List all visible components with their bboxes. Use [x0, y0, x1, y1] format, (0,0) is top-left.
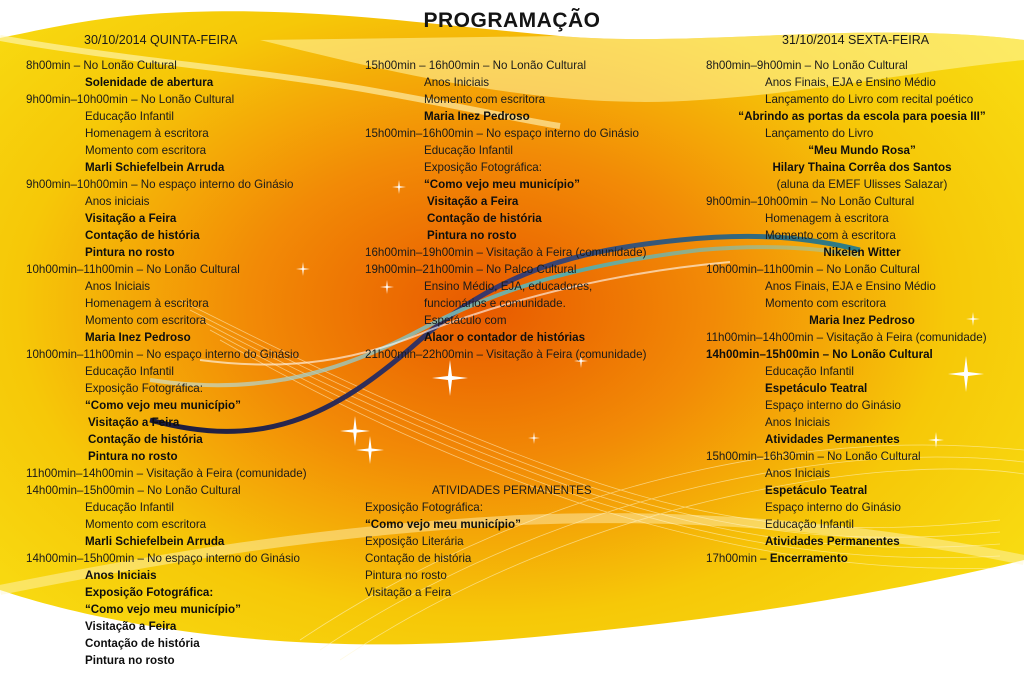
schedule-line: “Como vejo meu município” [424, 178, 580, 191]
schedule-line: Momento com escritora [85, 144, 207, 157]
schedule-line: Hilary Thaina Corrêa dos Santos [772, 161, 952, 174]
schedule-line: Pintura no rosto [88, 450, 178, 463]
schedule-line: Espetáculo Teatral [765, 382, 868, 395]
schedule-line: Educação Infantil [85, 501, 174, 514]
schedule-line: funcionários e comunidade. [424, 297, 566, 310]
schedule-line: (aluna da EMEF Ulisses Salazar) [776, 178, 948, 191]
schedule-line: Anos Iniciais [765, 416, 831, 429]
schedule-line: Visitação a Feira [85, 620, 177, 633]
schedule-line: Pintura no rosto [85, 654, 175, 667]
schedule-line: Momento com escritora [85, 518, 207, 531]
schedule-line: Anos iniciais [85, 195, 150, 208]
schedule-line: 14h00min–15h00min – No Lonão Cultural [706, 348, 933, 361]
permanent-item: Exposição Fotográfica: [365, 501, 483, 514]
schedule-line: Nikelen Witter [823, 246, 901, 259]
sparkle-icon [432, 360, 468, 396]
sparkle-icon [528, 432, 540, 444]
schedule-line: 14h00min–15h00min – No espaço interno do Ginásio [26, 552, 300, 565]
schedule-line: Educação Infantil [85, 110, 174, 123]
permanent-activities [365, 482, 665, 601]
schedule-line: Pintura no rosto [85, 246, 175, 259]
schedule-line: Anos Iniciais [85, 280, 151, 293]
schedule-line: 11h00min–14h00min – Visitação à Feira (comunidade) [26, 467, 307, 480]
schedule-line: Educação Infantil [85, 365, 174, 378]
day2-header: 31/10/2014 SEXTA-FEIRA [782, 33, 930, 47]
schedule-line: Lançamento do Livro com recital poético [765, 93, 974, 106]
schedule-line: “Abrindo as portas da escola para poesia III” [738, 110, 986, 123]
permanent-heading: ATIVIDADES PERMANENTES [432, 484, 592, 497]
schedule-line: 11h00min–14h00min – Visitação à Feira (comunidade) [706, 331, 987, 344]
schedule-line: 15h00min – 16h00min – No Lonão Cultural [365, 59, 587, 72]
permanent-item: “Como vejo meu município” [365, 518, 521, 531]
schedule-line: 17h00min – Encerramento [706, 552, 848, 565]
schedule-line: Exposição Fotográfica: [85, 586, 214, 599]
schedule-line: 10h00min–11h00min – No Lonão Cultural [706, 263, 920, 276]
schedule-line: Anos Iniciais [85, 569, 157, 582]
schedule-line: Contação de história [85, 637, 200, 650]
schedule-line: Momento com à escritora [765, 229, 896, 242]
schedule-line: Maria Inez Pedroso [424, 110, 530, 123]
schedule-line: Pintura no rosto [427, 229, 517, 242]
day1-header: 30/10/2014 QUINTA-FEIRA [84, 33, 238, 47]
schedule-line: Marli Schiefelbein Arruda [85, 535, 225, 548]
permanent-item: Contação de história [365, 552, 472, 565]
schedule-line: Anos Iniciais [765, 467, 831, 480]
schedule-line: Solenidade de abertura [85, 76, 214, 89]
schedule-line: Anos Iniciais [424, 76, 490, 89]
schedule-line: 16h00min–19h00min – Visitação à Feira (comunidade) [365, 246, 647, 259]
schedule-line: 8h00min – No Lonão Cultural [26, 59, 177, 72]
schedule-line: “Como vejo meu município” [85, 399, 241, 412]
schedule-line: “Meu Mundo Rosa” [808, 144, 916, 157]
schedule-line: Contação de história [427, 212, 542, 225]
schedule-line: Espaço interno do Ginásio [765, 501, 901, 514]
permanent-item: Exposição Literária [365, 535, 464, 548]
schedule-line: 21h00min–22h00min – Visitação à Feira (comunidade) [365, 348, 647, 361]
schedule-day1-part1 [26, 57, 346, 669]
schedule-line: Alaor o contador de histórias [424, 331, 586, 344]
schedule-line: 8h00min–9h00min – No Lonão Cultural [706, 59, 908, 72]
schedule-line: 15h00min–16h00min – No espaço interno do Ginásio [365, 127, 639, 140]
schedule-line: Atividades Permanentes [765, 535, 900, 548]
schedule-line: Homenagem à escritora [85, 127, 209, 140]
schedule-line: Ensino Médio, EJA, educadores, [424, 280, 593, 293]
schedule-line: 14h00min–15h00min – No Lonão Cultural [26, 484, 241, 497]
schedule-line: Homenagem à escritora [85, 297, 209, 310]
schedule-line: Homenagem à escritora [765, 212, 889, 225]
page-title: PROGRAMAÇÃO [423, 9, 601, 32]
schedule-line: Maria Inez Pedroso [809, 314, 915, 327]
schedule-line: 10h00min–11h00min – No Lonão Cultural [26, 263, 240, 276]
schedule-line: Anos Finais, EJA e Ensino Médio [765, 280, 936, 293]
schedule-line: Atividades Permanentes [765, 433, 900, 446]
schedule-line: Espetáculo com [424, 314, 507, 327]
schedule-line: Educação Infantil [765, 365, 854, 378]
schedule-line: Exposição Fotográfica: [424, 161, 542, 174]
schedule-line: Espaço interno do Ginásio [765, 399, 901, 412]
permanent-item: Visitação a Feira [365, 586, 452, 599]
schedule-line: Anos Finais, EJA e Ensino Médio [765, 76, 936, 89]
schedule-line: Espetáculo Teatral [765, 484, 868, 497]
schedule-line: 15h00min–16h30min – No Lonão Cultural [706, 450, 921, 463]
schedule-line: Educação Infantil [765, 518, 854, 531]
schedule-line: Contação de história [85, 229, 200, 242]
schedule-line: Contação de história [88, 433, 203, 446]
schedule-line: Visitação a Feira [427, 195, 519, 208]
schedule-line: 9h00min–10h00min – No Lonão Cultural [706, 195, 915, 208]
schedule-line: Exposição Fotográfica: [85, 382, 203, 395]
schedule-line: 10h00min–11h00min – No espaço interno do Ginásio [26, 348, 300, 361]
sparkle-icon [356, 436, 384, 464]
schedule-line: Momento com escritora [765, 297, 887, 310]
schedule-line: Momento com escritora [424, 93, 546, 106]
schedule-day2 [706, 57, 1018, 567]
schedule-line: Visitação a Feira [88, 416, 180, 429]
schedule-day1-part2 [365, 57, 695, 363]
permanent-item: Pintura no rosto [365, 569, 447, 582]
schedule-line: Momento com escritora [85, 314, 207, 327]
schedule-line: Educação Infantil [424, 144, 513, 157]
schedule-line: 9h00min–10h00min – No espaço interno do Ginásio [26, 178, 294, 191]
schedule-line: “Como vejo meu município” [85, 603, 241, 616]
schedule-line: Marli Schiefelbein Arruda [85, 161, 225, 174]
schedule-line: 19h00min–21h00min – No Palco Cultural [365, 263, 577, 276]
schedule-line: 9h00min–10h00min – No Lonão Cultural [26, 93, 235, 106]
schedule-line: Visitação a Feira [85, 212, 177, 225]
schedule-line: Maria Inez Pedroso [85, 331, 191, 344]
schedule-line: Lançamento do Livro [765, 127, 874, 140]
